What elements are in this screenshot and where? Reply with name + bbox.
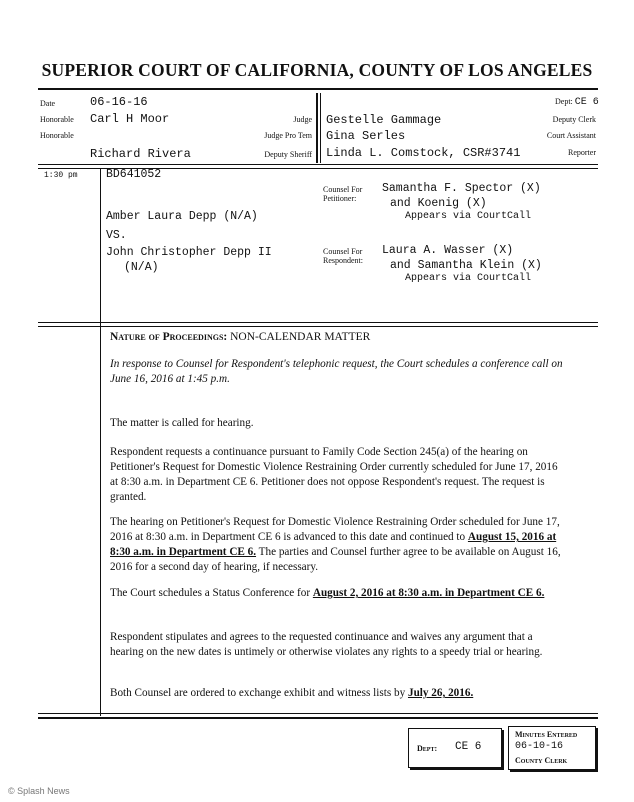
deputy-clerk-label: Deputy Clerk (552, 115, 596, 124)
reporter-label: Reporter (568, 148, 596, 157)
paragraph-advanced (110, 515, 565, 575)
minutes-entered-date: 06-10-16 (515, 741, 564, 752)
counsel-respondent-1: Laura A. Wasser (X) (382, 244, 514, 257)
deputy-sheriff-name: Richard Rivera (90, 147, 191, 161)
p3-c: The parties and Counsel further agree to be available on August 16, 2016 for a second day of hearing, if necessary. (110, 546, 561, 573)
counsel-petitioner-2: and Koenig (X) (390, 197, 487, 210)
counsel-petitioner-1: Samantha F. Spector (X) (382, 182, 541, 195)
nature-label: Nature of Proceedings: (110, 331, 228, 343)
honorable-label-2: Honorable (40, 131, 74, 140)
p6-exhibit-date: July 26, 2016. (407, 687, 474, 699)
petitioner-name: Amber Laura Depp (N/A) (106, 210, 258, 223)
date-label: Date (40, 99, 56, 108)
dept-label-text: Dept: (555, 97, 573, 106)
date-value: 06-16-16 (90, 95, 148, 109)
italic-intro: In response to Counsel for Respondent's telephonic request, the Court schedules a conference call on June 16, 2016 at 1:45 p.m. (110, 358, 563, 385)
judge-label: Judge (293, 115, 312, 124)
paragraph-called: The matter is called for hearing. (110, 417, 254, 429)
footer-dept-value: CE 6 (455, 741, 482, 753)
counsel-respondent-2: and Samantha Klein (X) (390, 259, 542, 272)
court-title: SUPERIOR COURT OF CALIFORNIA, COUNTY OF LOS ANGELES (41, 60, 593, 80)
counsel-petitioner-label (323, 185, 362, 203)
bottom-rule-2 (38, 717, 598, 719)
paragraph-continuance: Respondent requests a continuance pursuant to Family Code Section 245(a) of the hearing on Petitioner's Request for Domestic Violence Restraining Order currently scheduled for June 17, 2016 at 8:30 a.m. in Department CE 6. Petitioner does not oppose Respondent's request. The request is granted. (110, 446, 558, 503)
minutes-entered-box (508, 726, 596, 770)
respondent-na: (N/A) (124, 261, 159, 274)
header-divider-inner (320, 93, 321, 163)
p4-status-date: August 2, 2016 at 8:30 a.m. in Department CE 6. (312, 587, 545, 599)
honorable-label-1: Honorable (40, 115, 74, 124)
case-time: 1:30 pm (44, 171, 78, 180)
paragraph-exhibits (110, 686, 565, 701)
case-number: BD641052 (106, 168, 162, 181)
counsel-petitioner-label-2: Petitioner: (323, 194, 357, 203)
p4-a: The Court schedules a Status Conference for (110, 587, 313, 599)
counsel-petitioner-courtcall: Appears via CourtCall (405, 211, 532, 222)
respondent-name: John Christopher Depp II (106, 246, 272, 259)
proceedings-rule-2 (38, 326, 598, 327)
counsel-respondent-label-1: Counsel For (323, 247, 363, 256)
judge-pro-tem-label: Judge Pro Tem (264, 131, 312, 140)
header-bottom-rule-1 (38, 164, 598, 165)
deputy-sheriff-label: Deputy Sheriff (264, 150, 312, 159)
judge-name: Carl H Moor (90, 112, 170, 126)
header-divider (316, 93, 318, 163)
dept-value: CE 6 (574, 97, 599, 108)
paragraph-stipulation: Respondent stipulates and agrees to the requested continuance and waives any argument that a hearing on the new dates is untimely or otherwise violates any rights to a speedy trial or hearing. (110, 631, 543, 658)
minutes-entered-label: Minutes Entered (515, 730, 578, 739)
nature-of-proceedings (110, 331, 370, 343)
court-assistant-name: Gina Serles (326, 129, 406, 143)
county-clerk-label: County Clerk (515, 756, 568, 765)
court-assistant-label: Court Assistant (546, 131, 596, 140)
p3-a: The hearing on Petitioner's Request for Domestic Violence Restraining Order scheduled for June 17, 2016 at 8:30 a.m. in Department CE 6 is advanced to this date and continued to (110, 516, 560, 543)
counsel-respondent-label (323, 247, 363, 265)
splash-news-watermark: © Splash News (8, 786, 70, 796)
paragraph-status-conference (110, 586, 565, 601)
proceedings-rule-1 (38, 322, 598, 323)
dept-label (555, 97, 599, 108)
p6-a: Both Counsel are ordered to exchange exhibit and witness lists by (110, 687, 408, 699)
reporter-name: Linda L. Comstock, CSR#3741 (326, 146, 521, 160)
nature-value: NON-CALENDAR MATTER (230, 331, 371, 343)
left-margin-rule (100, 168, 101, 716)
footer-dept-box (408, 728, 502, 768)
deputy-clerk-name: Gestelle Gammage (326, 113, 442, 127)
bottom-rule-1 (38, 713, 598, 714)
counsel-respondent-label-2: Respondent: (323, 256, 363, 265)
counsel-petitioner-label-1: Counsel For (323, 185, 363, 194)
p3-hearing-date: August 15, 2016 at 8:30 a.m. in Department CE 6. (110, 531, 557, 558)
counsel-respondent-courtcall: Appears via CourtCall (405, 273, 532, 284)
header-top-rule (38, 88, 598, 90)
versus: VS. (106, 229, 127, 242)
footer-dept-label: Dept: (417, 744, 438, 753)
